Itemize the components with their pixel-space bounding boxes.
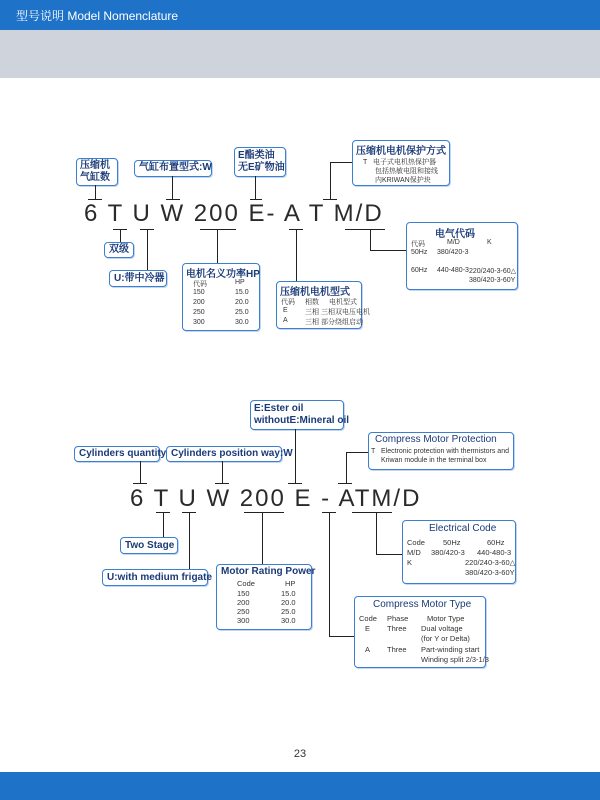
connector bbox=[329, 512, 330, 636]
cn-motor-box bbox=[276, 281, 370, 329]
connector bbox=[140, 461, 141, 483]
en-elec-cell: 220/240-3-60△ bbox=[465, 558, 516, 567]
en-power-header: HP bbox=[285, 579, 296, 588]
cn-power-hp: 20.0 bbox=[235, 299, 249, 306]
cn-elec-cell: 380/420-3 bbox=[437, 249, 469, 256]
cn-motor-code: E bbox=[283, 307, 288, 314]
en-motor-code: E bbox=[365, 624, 371, 633]
en-cylinders-label: Cylinders quantity bbox=[79, 448, 167, 459]
connector bbox=[345, 229, 385, 230]
connector bbox=[133, 483, 147, 484]
connector bbox=[338, 483, 352, 484]
en-motor-type: Dual voltage bbox=[421, 624, 463, 633]
connector bbox=[262, 512, 263, 564]
connector bbox=[217, 229, 218, 263]
connector bbox=[330, 162, 331, 199]
cn-power-title: 电机名义功率HP bbox=[186, 269, 260, 280]
connector bbox=[288, 483, 302, 484]
en-oil-box bbox=[250, 400, 349, 430]
connector bbox=[376, 512, 377, 554]
cn-cylinders-box bbox=[76, 158, 118, 186]
en-model-code: 6 T U W 200 E - ATM/D bbox=[130, 485, 422, 512]
cn-power-hp: 15.0 bbox=[235, 289, 249, 296]
cn-motor-header: 相数 bbox=[305, 299, 319, 306]
cn-elec-header: K bbox=[487, 239, 492, 246]
cn-power-code: 250 bbox=[193, 309, 205, 316]
cn-elec-cell: 220/240-3-60△ bbox=[469, 268, 517, 275]
connector bbox=[255, 176, 256, 199]
cn-elec-header: 代码 bbox=[411, 241, 425, 248]
en-power-title: Motor Rating Power bbox=[221, 566, 316, 577]
cn-protection-line: T 电子式电机热保护器 bbox=[363, 159, 436, 166]
en-elec-header: 50Hz bbox=[443, 538, 461, 547]
footer-bar bbox=[0, 772, 600, 800]
en-electrical-box bbox=[402, 520, 516, 584]
cn-oil-box bbox=[234, 147, 286, 177]
en-elec-cell: M/D bbox=[407, 548, 421, 557]
connector bbox=[244, 512, 284, 513]
cn-two-stage-label: 双级 bbox=[109, 244, 129, 255]
cn-motor-code: A bbox=[283, 317, 288, 324]
en-motor-phase: Three bbox=[387, 645, 407, 654]
connector bbox=[370, 229, 371, 250]
cn-elec-cell: 60Hz bbox=[411, 267, 428, 274]
en-cooler-label: U:with medium frigate bbox=[107, 572, 213, 583]
cn-protection-line: 内KRIWAN保护块 bbox=[375, 177, 431, 184]
cn-motor-title: 压缩机电机型式 bbox=[280, 287, 350, 298]
cn-elec-cell: 440-480-3 bbox=[437, 267, 469, 274]
header-gray-band bbox=[0, 30, 600, 78]
cn-model-code: 6 T U W 200 E- A T M/D bbox=[84, 200, 384, 227]
page-header-title: 型号说明 Model Nomenclature bbox=[16, 9, 179, 23]
cn-motor-header: 电机型式 bbox=[329, 299, 357, 306]
cn-power-box bbox=[182, 263, 260, 331]
en-cylinders-box bbox=[74, 446, 167, 462]
cn-motor-type: 三相双电压电机 bbox=[321, 309, 370, 316]
connector bbox=[295, 429, 296, 483]
connector bbox=[200, 229, 236, 230]
en-protection-title: Compress Motor Protection bbox=[375, 434, 497, 445]
cn-power-code: 150 bbox=[193, 289, 205, 296]
en-elec-cell: 380/420-3-60Y bbox=[465, 568, 515, 577]
en-two-stage-box bbox=[120, 537, 178, 554]
en-motor-type: (for Y or Delta) bbox=[421, 634, 470, 643]
en-power-hp: 25.0 bbox=[281, 607, 296, 616]
cn-protection-line: 包括热敏电阻和接线 bbox=[375, 168, 438, 175]
cn-motor-header: 代码 bbox=[281, 299, 295, 306]
connector bbox=[329, 636, 355, 637]
en-motor-header: Motor Type bbox=[427, 614, 465, 623]
connector bbox=[330, 162, 352, 163]
en-protection-line: Kriwan module in the terminal box bbox=[381, 457, 487, 464]
connector bbox=[346, 452, 347, 483]
cn-position-box bbox=[134, 160, 212, 177]
page-number: 23 bbox=[293, 748, 307, 760]
cn-two-stage-box bbox=[104, 242, 134, 258]
en-electrical-title: Electrical Code bbox=[429, 523, 497, 534]
en-power-hp: 20.0 bbox=[281, 598, 296, 607]
cn-power-header: 代码 bbox=[193, 281, 207, 288]
connector bbox=[376, 554, 402, 555]
en-protection-box bbox=[368, 432, 514, 470]
cn-position-label: 气缸布置型式:W bbox=[139, 162, 212, 173]
en-elec-header: 60Hz bbox=[487, 538, 505, 547]
cn-elec-cell: 380/420-3-60Y bbox=[469, 277, 516, 284]
cn-cylinders-label: 压缩机 气缸数 bbox=[80, 160, 110, 183]
en-elec-cell: K bbox=[407, 558, 413, 567]
cn-elec-cell: 50Hz bbox=[411, 249, 428, 256]
connector bbox=[346, 452, 368, 453]
cn-protection-box bbox=[352, 140, 450, 186]
connector bbox=[189, 512, 190, 569]
en-power-box bbox=[216, 564, 316, 630]
en-motor-type: Part-winding start bbox=[421, 645, 480, 654]
en-cooler-box bbox=[102, 569, 213, 586]
connector bbox=[172, 176, 173, 199]
connector bbox=[88, 199, 102, 200]
cn-elec-header: M/D bbox=[447, 239, 460, 246]
en-oil-label-1: E:Ester oil bbox=[254, 403, 304, 414]
connector bbox=[323, 199, 337, 200]
en-power-code: 150 bbox=[237, 589, 250, 598]
en-position-box bbox=[166, 446, 293, 462]
cn-cooler-box bbox=[109, 270, 167, 287]
cn-power-header: HP bbox=[235, 279, 245, 286]
cn-power-code: 300 bbox=[193, 319, 205, 326]
connector bbox=[222, 461, 223, 483]
en-position-label: Cylinders position way:W bbox=[171, 448, 293, 459]
cn-motor-phase: 三相 bbox=[305, 319, 319, 326]
cn-power-hp: 30.0 bbox=[235, 319, 249, 326]
en-motor-phase: Three bbox=[387, 624, 407, 633]
connector bbox=[163, 512, 164, 537]
en-protection-line: T Electronic protection with thermistors and bbox=[371, 448, 509, 455]
en-power-code: 250 bbox=[237, 607, 250, 616]
cn-protection-title: 压缩机电机保护方式 bbox=[356, 146, 446, 157]
en-motor-code: A bbox=[365, 645, 371, 654]
en-power-hp: 15.0 bbox=[281, 589, 296, 598]
en-motor-type: Winding split 2/3-1/3 bbox=[421, 655, 489, 664]
en-motor-header: Phase bbox=[387, 614, 409, 623]
connector bbox=[352, 512, 392, 513]
en-elec-cell: 380/420-3 bbox=[431, 548, 465, 557]
cn-electrical-box bbox=[406, 222, 518, 290]
en-power-hp: 30.0 bbox=[281, 616, 296, 625]
en-power-code: 200 bbox=[237, 598, 250, 607]
en-two-stage-label: Two Stage bbox=[125, 540, 175, 551]
cn-motor-phase: 三相 bbox=[305, 309, 319, 316]
en-elec-header: Code bbox=[407, 538, 425, 547]
en-power-header: Code bbox=[237, 579, 255, 588]
en-power-code: 300 bbox=[237, 616, 250, 625]
en-motor-box bbox=[354, 596, 489, 668]
header-bar bbox=[0, 0, 600, 30]
cn-oil-label: E酯类油 无E矿物油 bbox=[238, 150, 285, 173]
en-motor-header: Code bbox=[359, 614, 377, 623]
connector bbox=[95, 185, 96, 199]
en-oil-label-2: withoutE:Mineral oil bbox=[254, 415, 349, 426]
cn-power-hp: 25.0 bbox=[235, 309, 249, 316]
connector bbox=[120, 229, 121, 242]
connector bbox=[370, 250, 406, 251]
cn-power-code: 200 bbox=[193, 299, 205, 306]
connector bbox=[215, 483, 229, 484]
connector bbox=[166, 199, 180, 200]
connector bbox=[250, 199, 262, 200]
cn-cooler-label: U:带中冷器 bbox=[114, 273, 165, 284]
cn-motor-type: 部分绕组启动 bbox=[321, 319, 363, 326]
en-motor-title: Compress Motor Type bbox=[373, 599, 472, 610]
connector bbox=[296, 229, 297, 281]
cn-electrical-title: 电气代码 bbox=[435, 229, 475, 240]
en-elec-cell: 440-480-3 bbox=[477, 548, 512, 557]
